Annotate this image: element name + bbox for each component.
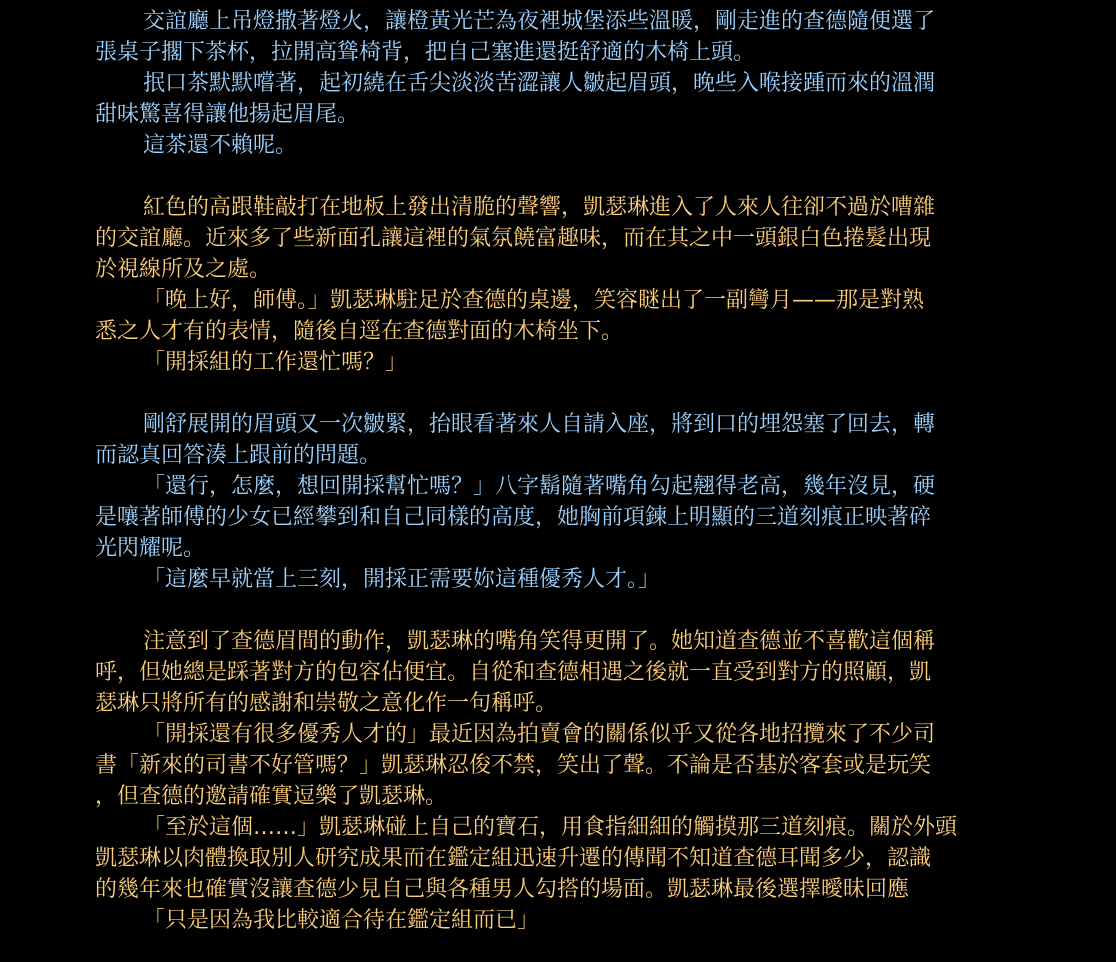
blank-line	[0, 378, 1116, 409]
paragraph-line: ，但查德的邀請確實逗樂了凱瑟琳。	[95, 784, 448, 809]
paragraph-line: 的幾年來也確實沒讓查德少見自己與各種男人勾搭的場面。凱瑟琳最後選擇曖昧回應	[95, 877, 910, 902]
paragraph-line: 甜味驚喜得讓他揚起眉尾。	[95, 102, 360, 127]
dialogue-line: 「開採組的工作還忙嗎？」	[143, 350, 408, 375]
paragraph-line: 剛舒展開的眉頭又一次皺緊，抬眼看著來人自請入座，將到口的埋怨塞了回去，轉	[143, 412, 936, 437]
blank-line	[0, 595, 1116, 626]
paragraph-line: 於視線所及之處。	[95, 257, 272, 282]
paragraph-line: 注意到了查德眉間的動作，凱瑟琳的嘴角笑得更開了。她知道查德並不喜歡這個稱	[143, 629, 936, 654]
paragraph-line: 凱瑟琳以肉體換取別人研究成果而在鑑定組迅速升遷的傳聞不知道查德耳聞多少，認識	[95, 846, 932, 871]
paragraph-line: 書「新來的司書不好管嗎？」凱瑟琳忍俊不禁，笑出了聲。不論是否基於客套或是玩笑	[95, 753, 932, 778]
dialogue-line: 「只是因為我比較適合待在鑑定組而已」	[143, 908, 540, 933]
paragraph-line: 悉之人才有的表情，隨後自逕在查德對面的木椅坐下。	[95, 319, 624, 344]
paragraph-line: 張桌子擱下茶杯，拉開高聳椅背，把自己塞進還挺舒適的木椅上頭。	[95, 40, 756, 65]
paragraph-line: 光閃耀呢。	[95, 536, 206, 561]
dialogue-line: 「至於這個……」凱瑟琳碰上自己的寶石，用食指細細的觸摸那三道刻痕。關於外頭	[143, 815, 958, 840]
paragraph-line: 紅色的高跟鞋敲打在地板上發出清脆的聲響，凱瑟琳進入了人來人往卻不過於嘈雜	[143, 195, 936, 220]
dialogue-line: 「這麼早就當上三刻，開採正需要妳這種優秀人才。」	[143, 567, 661, 592]
dialogue-line: 「還行，怎麼，想回開採幫忙嗎？」八字鬍隨著嘴角勾起翹得老高，幾年沒見，硬	[143, 474, 936, 499]
dialogue-line: 「晚上好，師傅。」凱瑟琳駐足於查德的桌邊，笑容瞇出了一副彎月——那是對熟	[143, 288, 925, 313]
blank-line	[0, 161, 1116, 192]
dialogue-line: 「開採還有很多優秀人才的」最近因為拍賣會的關係似乎又從各地招攬來了不少司	[143, 722, 936, 747]
paragraph-line: 瑟琳只將所有的感謝和崇敬之意化作一句稱呼。	[95, 691, 558, 716]
paragraph-line: 交誼廳上吊燈撒著燈火，讓橙黃光芒為夜裡城堡添些溫暖，剛走進的查德隨便選了	[143, 9, 936, 34]
paragraph-line: 抿口茶默默嚐著，起初繞在舌尖淡淡苦澀讓人皺起眉頭，晚些入喉接踵而來的溫潤	[143, 71, 936, 96]
paragraph-line: 這茶還不賴呢。	[143, 133, 298, 158]
paragraph-line: 的交誼廳。近來多了些新面孔讓這裡的氣氛饒富趣味，而在其之中一頭銀白色捲髮出現	[95, 226, 932, 251]
paragraph-line: 而認真回答湊上跟前的問題。	[95, 443, 382, 468]
paragraph-line: 呼，但她總是踩著對方的包容佔便宜。自從和查德相遇之後就一直受到對方的照顧，凱	[95, 660, 932, 685]
paragraph-line: 是嚷著師傅的少女已經攀到和自己同樣的高度，她胸前項鍊上明顯的三道刻痕正映著碎	[95, 505, 932, 530]
